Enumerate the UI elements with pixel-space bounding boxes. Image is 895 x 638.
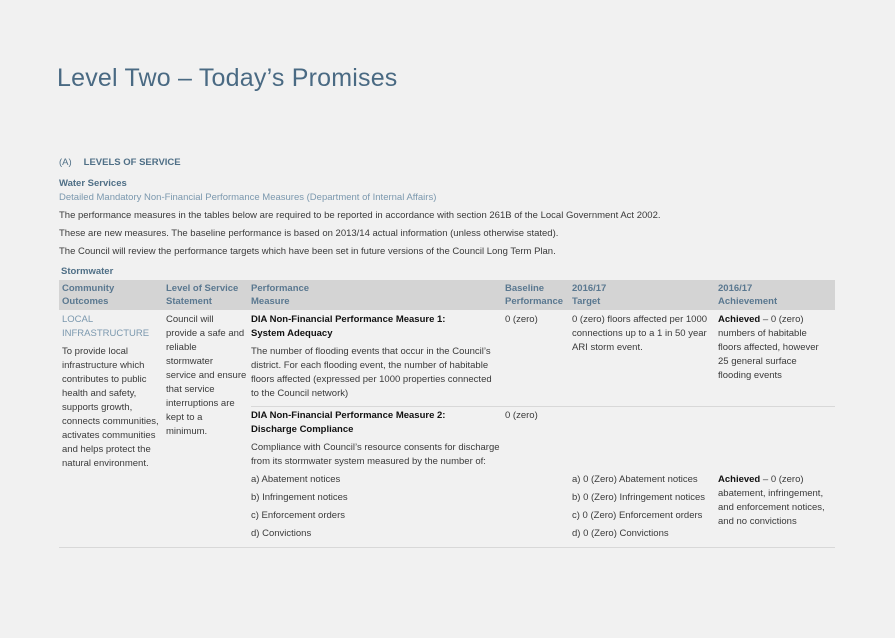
table-bottom-rule	[59, 547, 835, 548]
intro-paragraph: The performance measures in the tables below are required to be reported in accordance with section 261B of the Local Government Act 2002.	[59, 210, 661, 221]
achievement-first-line	[718, 473, 825, 487]
measure2-target: a) 0 (Zero) Abatement notices	[572, 474, 698, 485]
section-name: LEVELS OF SERVICE	[83, 157, 181, 168]
measure-desc-line: floors affected (expressed per 1000 properties connected	[251, 374, 492, 385]
header-line: 2016/17	[718, 283, 753, 294]
measure2-item: d) Convictions	[251, 528, 312, 539]
los-line: Council will	[166, 314, 214, 325]
measure1-achievement	[718, 313, 819, 383]
los-line: that service	[166, 384, 215, 395]
header-line: Achievement	[718, 296, 778, 307]
section-heading	[59, 157, 181, 168]
header-line: Community	[62, 283, 115, 294]
header-achievement	[718, 282, 777, 308]
achievement-line: and no convictions	[718, 516, 797, 527]
header-line: Level of Service	[166, 283, 239, 294]
achievement-status: Achieved	[718, 474, 761, 485]
subsection-title: Water Services	[59, 178, 127, 189]
target-line: connections up to a 1 in 50 year	[572, 328, 707, 339]
section-letter: (A)	[59, 157, 72, 168]
achievement-line: floors affected, however	[718, 342, 819, 353]
measure-desc-line: Compliance with Council’s resource consents for discharge	[251, 442, 500, 453]
los-line: provide a safe and	[166, 328, 245, 339]
page-title: Level Two – Today’s Promises	[57, 64, 398, 92]
achievement-value: – 0 (zero)	[762, 314, 804, 325]
outcome-line: supports growth,	[62, 402, 133, 413]
achievement-line: 25 general surface	[718, 356, 797, 367]
header-line: Outcomes	[62, 296, 109, 307]
measure2-achievement	[718, 473, 825, 529]
outcome-line: activates communities	[62, 430, 156, 441]
outcome-line: health and safety,	[62, 388, 137, 399]
header-line: Performance	[505, 296, 564, 307]
outcome-category-line: LOCAL	[62, 314, 94, 325]
achievement-value: – 0 (zero)	[762, 474, 804, 485]
los-line: service and ensure	[166, 370, 247, 381]
header-line: Baseline	[505, 283, 545, 294]
los-line: interruptions are	[166, 398, 235, 409]
outcome-line: To provide local	[62, 346, 129, 357]
header-line: Performance	[251, 283, 310, 294]
measure-desc-line: district. For each flooding event, the number of habitable	[251, 360, 489, 371]
measure-desc-line: from its stormwater system measured by the number of:	[251, 456, 486, 467]
header-line: 2016/17	[572, 283, 607, 294]
subsection-subtitle: Detailed Mandatory Non-Financial Performance Measures (Department of Internal Affairs)	[59, 192, 437, 203]
measure1-title	[251, 313, 445, 341]
measure2-target: d) 0 (Zero) Convictions	[572, 528, 669, 539]
measure-title-line: System Adequacy	[251, 328, 333, 339]
measure2-description	[251, 441, 500, 469]
los-statement	[166, 313, 246, 439]
measure2-item: c) Enforcement orders	[251, 510, 345, 521]
header-performance-measure	[251, 282, 309, 308]
measure1-description	[251, 345, 492, 401]
header-line: Statement	[166, 296, 212, 307]
intro-paragraph: These are new measures. The baseline performance is based on 2013/14 actual information (unless otherwise stated).	[59, 228, 559, 239]
achievement-first-line	[718, 313, 819, 327]
measure-title-line: Discharge Compliance	[251, 424, 354, 435]
outcome-line: natural environment.	[62, 458, 149, 469]
target-line: ARI storm event.	[572, 342, 643, 353]
header-los-statement	[166, 282, 238, 308]
los-line: reliable	[166, 342, 197, 353]
header-line: Target	[572, 296, 601, 307]
achievement-line: flooding events	[718, 370, 782, 381]
outcome-text	[62, 345, 159, 471]
outcome-line: contributes to public	[62, 374, 147, 385]
los-line: kept to a	[166, 412, 203, 423]
measure-desc-line: to the Council network)	[251, 388, 349, 399]
row-divider	[251, 406, 835, 407]
outcome-line: and helps protect the	[62, 444, 151, 455]
achievement-status: Achieved	[718, 314, 761, 325]
target-line: 0 (zero) floors affected per 1000	[572, 314, 708, 325]
los-line: minimum.	[166, 426, 208, 437]
header-line: Measure	[251, 296, 290, 307]
header-community-outcomes	[62, 282, 114, 308]
outcome-category-line: INFRASTRUCTURE	[62, 328, 150, 339]
outcome-category	[62, 313, 149, 341]
achievement-line: abatement, infringement,	[718, 488, 824, 499]
measure2-target: c) 0 (Zero) Enforcement orders	[572, 510, 703, 521]
header-baseline	[505, 282, 563, 308]
measure1-baseline: 0 (zero)	[505, 314, 538, 325]
achievement-line: and enforcement notices,	[718, 502, 825, 513]
measure1-target	[572, 313, 707, 355]
table-title: Stormwater	[61, 266, 114, 277]
outcome-line: infrastructure which	[62, 360, 145, 371]
measure2-target: b) 0 (Zero) Infringement notices	[572, 492, 706, 503]
achievement-line: numbers of habitable	[718, 328, 807, 339]
measure-title-line: DIA Non-Financial Performance Measure 2:	[251, 410, 446, 421]
intro-paragraph: The Council will review the performance targets which have been set in future versions of the Council Long Term Plan.	[59, 246, 556, 257]
measure2-title	[251, 409, 445, 437]
measure-title-line: DIA Non-Financial Performance Measure 1:	[251, 314, 446, 325]
measure2-item: a) Abatement notices	[251, 474, 341, 485]
header-target	[572, 282, 606, 308]
outcome-line: connects communities,	[62, 416, 159, 427]
measure-desc-line: The number of flooding events that occur in the Council’s	[251, 346, 491, 357]
measure2-item: b) Infringement notices	[251, 492, 348, 503]
measure2-baseline: 0 (zero)	[505, 410, 538, 421]
los-line: stormwater	[166, 356, 213, 367]
